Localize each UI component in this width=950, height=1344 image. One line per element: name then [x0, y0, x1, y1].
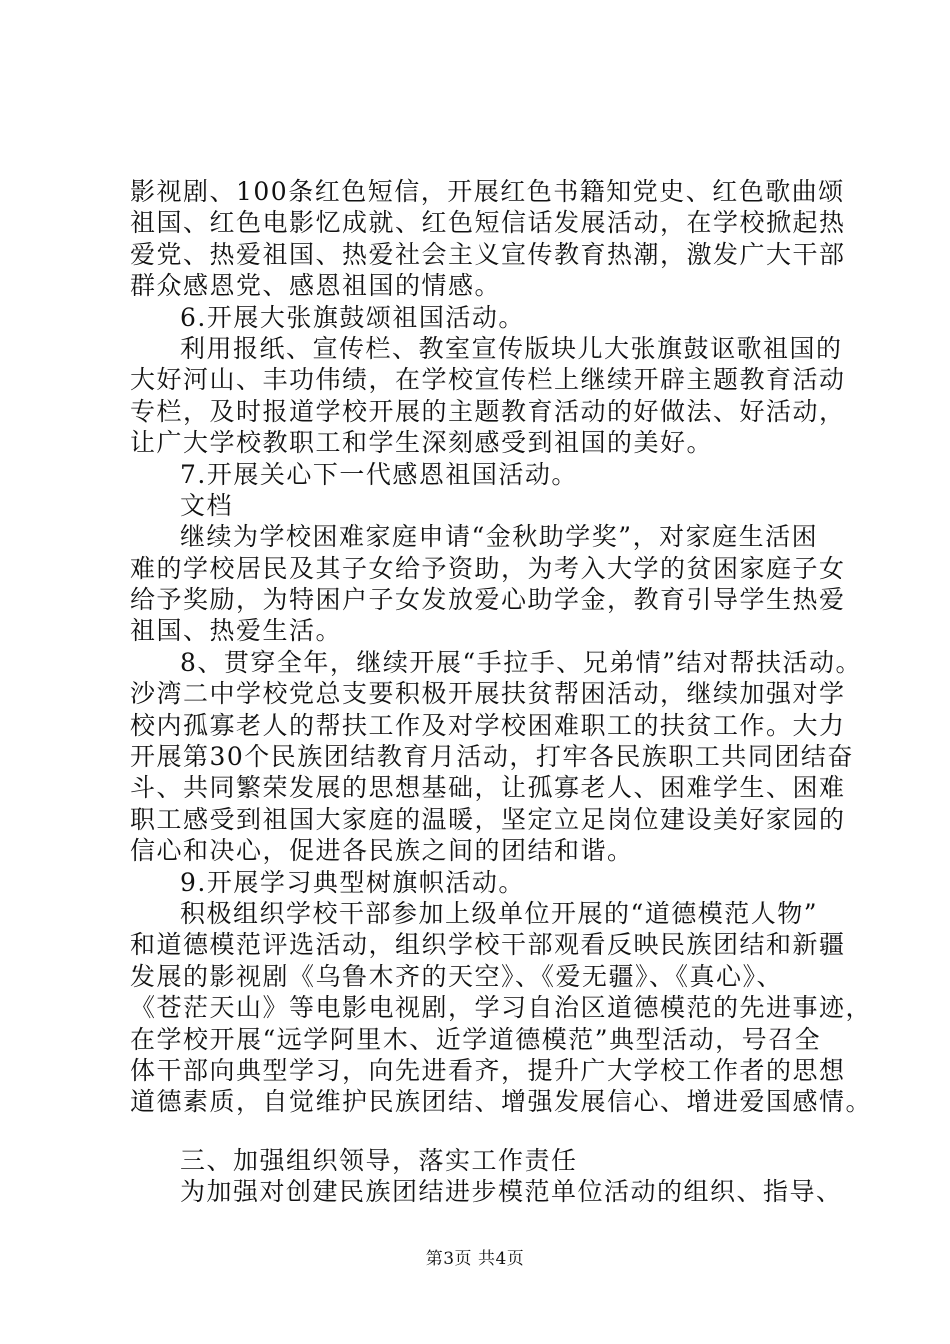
section-heading: 9.开展学习典型树旗帜活动。 [180, 867, 525, 897]
body-line: 校内孤寡老人的帮扶工作及对学校困难职工的扶贫工作。大力 [130, 710, 846, 740]
body-line: 给予奖励，为特困户子女发放爱心助学金，教育引导学生热爱 [130, 585, 846, 615]
section-heading: 8、贯穿全年，继续开展“手拉手、兄弟情”结对帮扶活动。 [180, 647, 862, 677]
page-footer: 第3页 共4页 [425, 1249, 525, 1269]
body-line: 和道德模范评选活动，组织学校干部观看反映民族团结和新疆 [130, 930, 846, 960]
body-line: 难的学校居民及其子女给予资助，为考入大学的贫困家庭子女 [130, 553, 846, 583]
body-line: 利用报纸、宣传栏、教室宣传版块儿大张旗鼓讴歌祖国的 [180, 333, 843, 363]
paragraph-gap [130, 1118, 830, 1145]
document-body [130, 176, 873, 1208]
body-line: 道德素质，自觉维护民族团结、增强发展信心、增进爱国感情。 [130, 1087, 873, 1117]
body-line: 开展第30个民族团结教育月活动，打牢各民族职工共同团结奋 [130, 742, 854, 772]
body-line: 为加强对创建民族团结进步模范单位活动的组织、指导、 [180, 1177, 843, 1207]
body-line: 爱党、热爱祖国、热爱社会主义宣传教育热潮，激发广大干部 [130, 239, 846, 269]
body-line: 祖国、热爱生活。 [130, 616, 343, 646]
body-line: 信心和决心，促进各民族之间的团结和谐。 [130, 836, 634, 866]
body-line: 大好河山、丰功伟绩，在学校宣传栏上继续开辟主题教育活动 [130, 365, 846, 395]
watermark-text: 文档 [180, 490, 234, 520]
body-line: 发展的影视剧《乌鲁木齐的天空》、《爱无疆》、《真心》、 [130, 961, 784, 991]
section-heading: 6.开展大张旗鼓颂祖国活动。 [180, 302, 525, 332]
body-line: 斗、共同繁荣发展的思想基础，让孤寡老人、困难学生、困难 [130, 773, 846, 803]
body-line: 体干部向典型学习，向先进看齐，提升广大学校工作者的思想 [130, 1055, 846, 1085]
body-line: 积极组织学校干部参加上级单位开展的“道德模范人物” [180, 898, 819, 928]
body-line: 影视剧、100条红色短信，开展红色书籍知党史、红色歌曲颂 [130, 177, 845, 206]
body-line: 在学校开展“远学阿里木、近学道德模范”典型活动，号召全 [130, 1024, 822, 1054]
body-line: 让广大学校教职工和学生深刻感受到祖国的美好。 [130, 428, 714, 458]
body-line: 职工感受到祖国大家庭的温暖，坚定立足岗位建设美好家园的 [130, 804, 846, 834]
section-heading: 7.开展关心下一代感恩祖国活动。 [180, 459, 578, 489]
body-line: 群众感恩党、感恩祖国的情感。 [130, 271, 502, 301]
body-line: 《苍茫天山》等电影电视剧，学习自治区道德模范的先进事迹， [130, 993, 873, 1023]
body-line: 继续为学校困难家庭申请“金秋助学奖”，对家庭生活困 [180, 522, 819, 552]
chapter-heading: 三、加强组织领导，落实工作责任 [180, 1145, 578, 1175]
body-line: 专栏，及时报道学校开展的主题教育活动的好做法、好活动， [130, 396, 846, 426]
body-line: 沙湾二中学校党总支要积极开展扶贫帮困活动，继续加强对学 [130, 679, 846, 709]
body-line: 祖国、红色电影忆成就、红色短信话发展活动，在学校掀起热 [130, 208, 846, 238]
